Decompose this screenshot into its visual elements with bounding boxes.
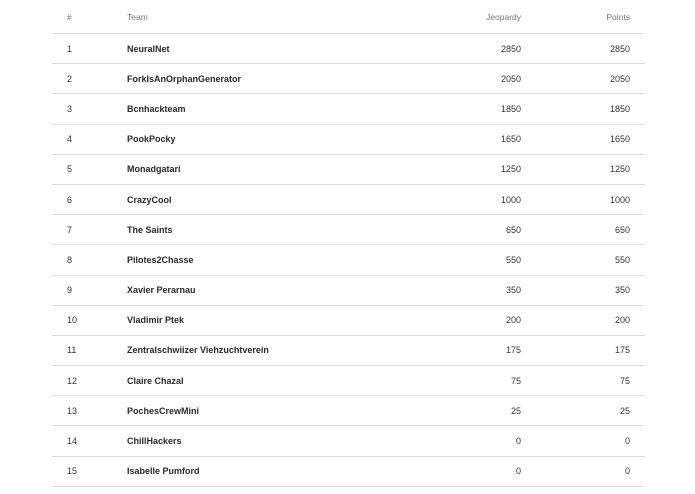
jeopardy-score-cell: 1000 [357,184,536,214]
jeopardy-score-cell: 2050 [357,64,536,94]
table-row [52,184,645,214]
scoreboard [52,0,645,487]
jeopardy-column-header[interactable]: Jeopardy [357,0,536,34]
points-column-header[interactable]: Points [536,0,645,34]
rank-cell: 6 [52,184,127,214]
team-name-cell[interactable]: Pilotes2Chasse [127,245,357,275]
rank-cell: 2 [52,64,127,94]
points-cell: 25 [536,396,645,426]
table-row [52,34,645,64]
points-cell: 200 [536,305,645,335]
rank-column-header[interactable]: # [52,0,127,34]
jeopardy-score-cell: 1650 [357,124,536,154]
team-name-cell[interactable]: ChillHackers [127,426,357,456]
table-row [52,366,645,396]
points-cell: 0 [536,426,645,456]
team-column-header[interactable]: Team [127,0,357,34]
table-row [52,335,645,365]
points-cell: 550 [536,245,645,275]
table-row [52,124,645,154]
points-cell: 2050 [536,64,645,94]
team-name-cell[interactable]: Isabelle Pumford [127,456,357,486]
points-cell: 2850 [536,34,645,64]
team-name-cell[interactable]: Claire Chazal [127,366,357,396]
team-name-cell[interactable]: NeuralNet [127,34,357,64]
rank-cell: 8 [52,245,127,275]
points-cell: 75 [536,366,645,396]
team-name-cell[interactable]: PochesCrewMini [127,396,357,426]
header-row [52,0,645,34]
jeopardy-score-cell: 350 [357,275,536,305]
rank-cell: 9 [52,275,127,305]
table-row [52,94,645,124]
jeopardy-score-cell: 25 [357,396,536,426]
rank-cell: 7 [52,215,127,245]
points-cell: 1650 [536,124,645,154]
table-row [52,275,645,305]
team-name-cell[interactable]: Zentralschwiizer Viehzuchtverein [127,335,357,365]
jeopardy-score-cell: 550 [357,245,536,275]
rank-cell: 11 [52,335,127,365]
table-row [52,426,645,456]
team-name-cell[interactable]: Xavier Perarnau [127,275,357,305]
points-cell: 175 [536,335,645,365]
table-row [52,396,645,426]
points-cell: 350 [536,275,645,305]
jeopardy-score-cell: 1850 [357,94,536,124]
points-cell: 650 [536,215,645,245]
team-name-cell[interactable]: ForkIsAnOrphanGenerator [127,64,357,94]
table-row [52,154,645,184]
points-cell: 1850 [536,94,645,124]
jeopardy-score-cell: 200 [357,305,536,335]
points-cell: 0 [536,456,645,486]
rank-cell: 4 [52,124,127,154]
rank-cell: 5 [52,154,127,184]
rank-cell: 15 [52,456,127,486]
jeopardy-score-cell: 175 [357,335,536,365]
table-row [52,245,645,275]
rank-cell: 3 [52,94,127,124]
team-name-cell[interactable]: Vladimir Ptek [127,305,357,335]
scoreboard-header [52,0,645,34]
team-name-cell[interactable]: PookPocky [127,124,357,154]
jeopardy-score-cell: 1250 [357,154,536,184]
rank-cell: 12 [52,366,127,396]
table-row [52,64,645,94]
rank-cell: 14 [52,426,127,456]
team-name-cell[interactable]: CrazyCool [127,184,357,214]
team-name-cell[interactable]: Monadgatari [127,154,357,184]
rank-cell: 13 [52,396,127,426]
jeopardy-score-cell: 650 [357,215,536,245]
scoreboard-table [52,0,645,487]
scoreboard-body [52,34,645,487]
points-cell: 1250 [536,154,645,184]
points-cell: 1000 [536,184,645,214]
jeopardy-score-cell: 2850 [357,34,536,64]
jeopardy-score-cell: 75 [357,366,536,396]
jeopardy-score-cell: 0 [357,426,536,456]
table-row [52,456,645,486]
jeopardy-score-cell: 0 [357,456,536,486]
team-name-cell[interactable]: Bcnhackteam [127,94,357,124]
rank-cell: 10 [52,305,127,335]
team-name-cell[interactable]: The Saints [127,215,357,245]
table-row [52,215,645,245]
rank-cell: 1 [52,34,127,64]
table-row [52,305,645,335]
